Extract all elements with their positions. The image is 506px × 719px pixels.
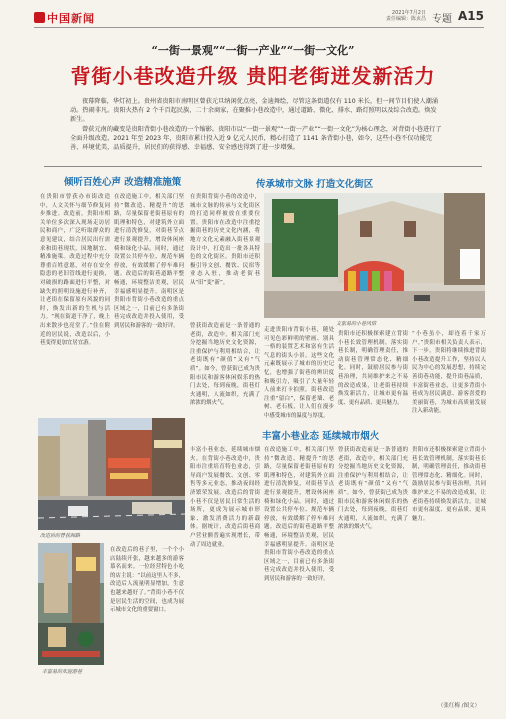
header-divider bbox=[34, 27, 484, 28]
header-meta bbox=[386, 10, 426, 22]
photo-caption: 改造后的曾获阁路 bbox=[40, 533, 81, 539]
logo-mark-icon bbox=[34, 12, 45, 23]
logo-text: 中国新闻 bbox=[47, 12, 95, 25]
headline: 背街小巷改造升级 贵阳老街迸发新活力 bbox=[70, 64, 436, 88]
article-column: 贵阳市还积极探索建立背街小巷长效管理机制，落实街巷长制，明确管理责任，推动街巷管理常态化、精细化。同时，鼓励居民参与街巷治理，共同维护来之不易的改造成果，让老街巷持续焕发新活力，让城市更有温度、更有品质、更具魅力。 bbox=[412, 447, 486, 522]
newspaper-logo bbox=[34, 10, 95, 26]
article-column: 曾获街改造前是一条普通的老街，改造中，相关部门充分挖掘当地历史文化资源，注重保护与利用相结合，让老街既有“颜值”又有“气质”。如今，曾获街已成为贵阳市民和游客休闲娱乐的热门去处，每到夜晚，街巷灯火通明，人流如织，充满了浓浓的烟火气。 bbox=[338, 447, 408, 531]
section-title-middle: 传承城市文脉 打造文化街区 bbox=[256, 179, 374, 190]
issue-date: 2021年7月2日 bbox=[391, 10, 426, 16]
page-header bbox=[34, 8, 484, 28]
section-title-left: 倾听百姓心声 改造精准施策 bbox=[64, 177, 182, 188]
alley-photo bbox=[38, 418, 185, 530]
lead-paragraphs bbox=[70, 97, 442, 152]
article-column: 走进贵阳市背街小巷，随处可见色彩鲜明的壁画、别具一格的装置艺术和富有生活气息的街头小景。这些文化元素既展示了城市的历史记忆，也增强了街巷的辨识度和吸引力，吸引了大量年轻人前来打卡拍照。街巷改造注重“留白”，保留老墙、老树、老石板，让人们在漫步中感受城市的温度与厚度。 bbox=[264, 327, 334, 418]
lead-paragraph: 夜幕降临，华灯初上。贵州省贵阳市南明区曾获元旦纳闲优点亮，金迪舞绘，尽管这条街道仅有 110 米长，但一间节目们使人潮涌动。热闹非凡。贵阳火热有 2 个千百起民族，二十余商家，在聚推小巷改造中，通过道路、微化、排水、路灯照明以及综合改造。焕发新生。 bbox=[70, 98, 439, 123]
article-column: 在改造施工中，相关部门坚持“微改造、精提升”的思路，尽量保留老街巷原有的肌理和特色，对建筑外立面进行清洗修复，对街巷节点进行景观提升，增设休闲座椅和绿化小品。同时，通过设置公共停车位、规范车辆停放，有效缓解了停车难问题。改造后的街巷道路平整畅通，环境整洁美观，居民幸福感明显提升。南明区是贵阳市背街小巷改造的重点区域之一，目前已有多条街巷完成改造并投入使用，受到居民和游客的一致好评。 bbox=[264, 447, 334, 582]
section-divider bbox=[44, 166, 482, 167]
article-column: 曾获街改造前是一条普通的老街，改造中，相关部门充分挖掘当地历史文化资源，注重保护与利用相结合，让老街既有“颜值”又有“气质”。如今，曾获街已成为贵阳市民和游客休闲娱乐的热门去处，每到夜晚，街巷灯火通明，人流如织，充满了浓浓的烟火气。 bbox=[190, 323, 260, 407]
page-number: A15 bbox=[458, 9, 484, 23]
section-label: 专题 bbox=[432, 14, 452, 25]
article-column: 丰富小巷业态，延续城市烟火。在背街小巷改造中，贵阳市注重培育特色业态，引导商户发展餐饮、文创、零售等多元业态，推动夜间经济繁荣发展。改造后的背街小巷不仅是居民日常生活的场所，更成为展示城市形象、激发消费活力的新载体。据统计，改造后街巷商户营业额普遍实现增长，带动了周边就业。 bbox=[190, 447, 260, 548]
article-column: 在改造施工中，相关部门坚持“微改造、精提升”的思路，尽量保留老街巷原有的肌理和特色，对建筑外立面进行清洗修复，对街巷节点进行景观提升，增设休闲座椅和绿化小品。同时，通过设置公共停车位、规范车辆停放，有效缓解了停车难问题。改造后的街巷道路平整畅通，环境整洁美观，居民幸福感明显提升。南明区是贵阳市背街小巷改造的重点区域之一，目前已有多条街巷完成改造并投入使用，受到居民和游客的一致好评。 bbox=[114, 194, 184, 329]
yard-photo bbox=[38, 543, 104, 665]
article-column: “小巷虽小，却连着千家万户。”贵阳市相关负责人表示，下一步，贵阳将继续推进背街小巷改造提升工作，坚持以人民为中心的发展思想，持续完善街巷功能，提升街巷品质，丰富街巷业态，让更多背街小巷成为居民满意、游客喜爱的美丽街巷，为城市高质量发展注入新动能。 bbox=[412, 331, 486, 415]
editor-credit: 责任编辑：陈贞昌 bbox=[385, 16, 426, 22]
article-column: 在改造后的巷子里，一个个小店陆续开张，越来越多的游客慕名而来。一位经营特色小吃的店主说：“以前这里人不多，改造后人流量明显增加，生意也越来越好了。”背街小巷不仅是居民生活的空间，也成为展示城市文化的重要窗口。 bbox=[110, 547, 184, 614]
article-column: 贵阳市还积极探索建立背街小巷长效管理机制，落实街巷长制，明确管理责任，推动街巷管理常态化、精细化。同时，鼓励居民参与街巷治理，共同维护来之不易的改造成果，让老街巷持续焕发新活力，让城市更有温度、更有品质、更具魅力。 bbox=[338, 331, 408, 406]
photo-caption: 丰富易的欢迎游巷 bbox=[42, 669, 83, 675]
article-column: 在贵阳背街小巷的改造中，城市文脉的传承与文化街区的打造同样被放在重要位置。贵阳市在改造中注重挖掘街巷的历史文化内涵，将地方文化元素融入街巷景观设计中，打造出一批各具特色的文化街区。贵阳市还积极引导文创、餐饮、民宿等业态入驻，推动老街巷从“旧”变“新”。 bbox=[190, 194, 260, 286]
kicker: “一街一景观”“一街一产业”“一街一文化” bbox=[151, 44, 355, 57]
section-title-bottom: 丰富小巷业态 延续城市烟火 bbox=[262, 431, 380, 442]
art-street-photo bbox=[264, 193, 485, 318]
article-column: 在贵阳市曾获办市街改造中，人文关怀与细节修复同步推进。改造前，贵阳市相关单位多次深入现场走访居民和商户，广泛听取群众的意见建议，结合居民出行需求和街巷现状，因地制宜、精准施策。改造过程中充分尊重百姓意愿，对存在安全隐患的老旧管线进行更换，对破损的路面进行平整，对缺失的照明设施进行补齐，让老街在保留原有风貌的同时，焕发出新的生机与活力。“现在街道干净了，晚上出来散步也亮堂了。”住在附近的居民说，改造以后，小巷变得更加宜居宜游。 bbox=[40, 194, 110, 347]
lead-paragraph: 曾获元南的藏变是贵阳背街小巷改造的一个缩影。贵阳市以“一街一景观”“一街一产业”“一街一文化”为核心理念，对背街小巷进行了全面升级改造，2021 年至 2023 年，贵阳市累计投入近 9 亿元人民币，精心打造了 1141 条背街小巷，如今，这些小巷不仅功能完善、环境优美，品质提升，居民们的获得感、幸福感、安全感也得到了进一步增强。 bbox=[70, 126, 442, 151]
photo-caption: 文旅易的小巷风情 bbox=[336, 321, 377, 327]
byline: （张红梅 /图文） bbox=[437, 703, 480, 709]
